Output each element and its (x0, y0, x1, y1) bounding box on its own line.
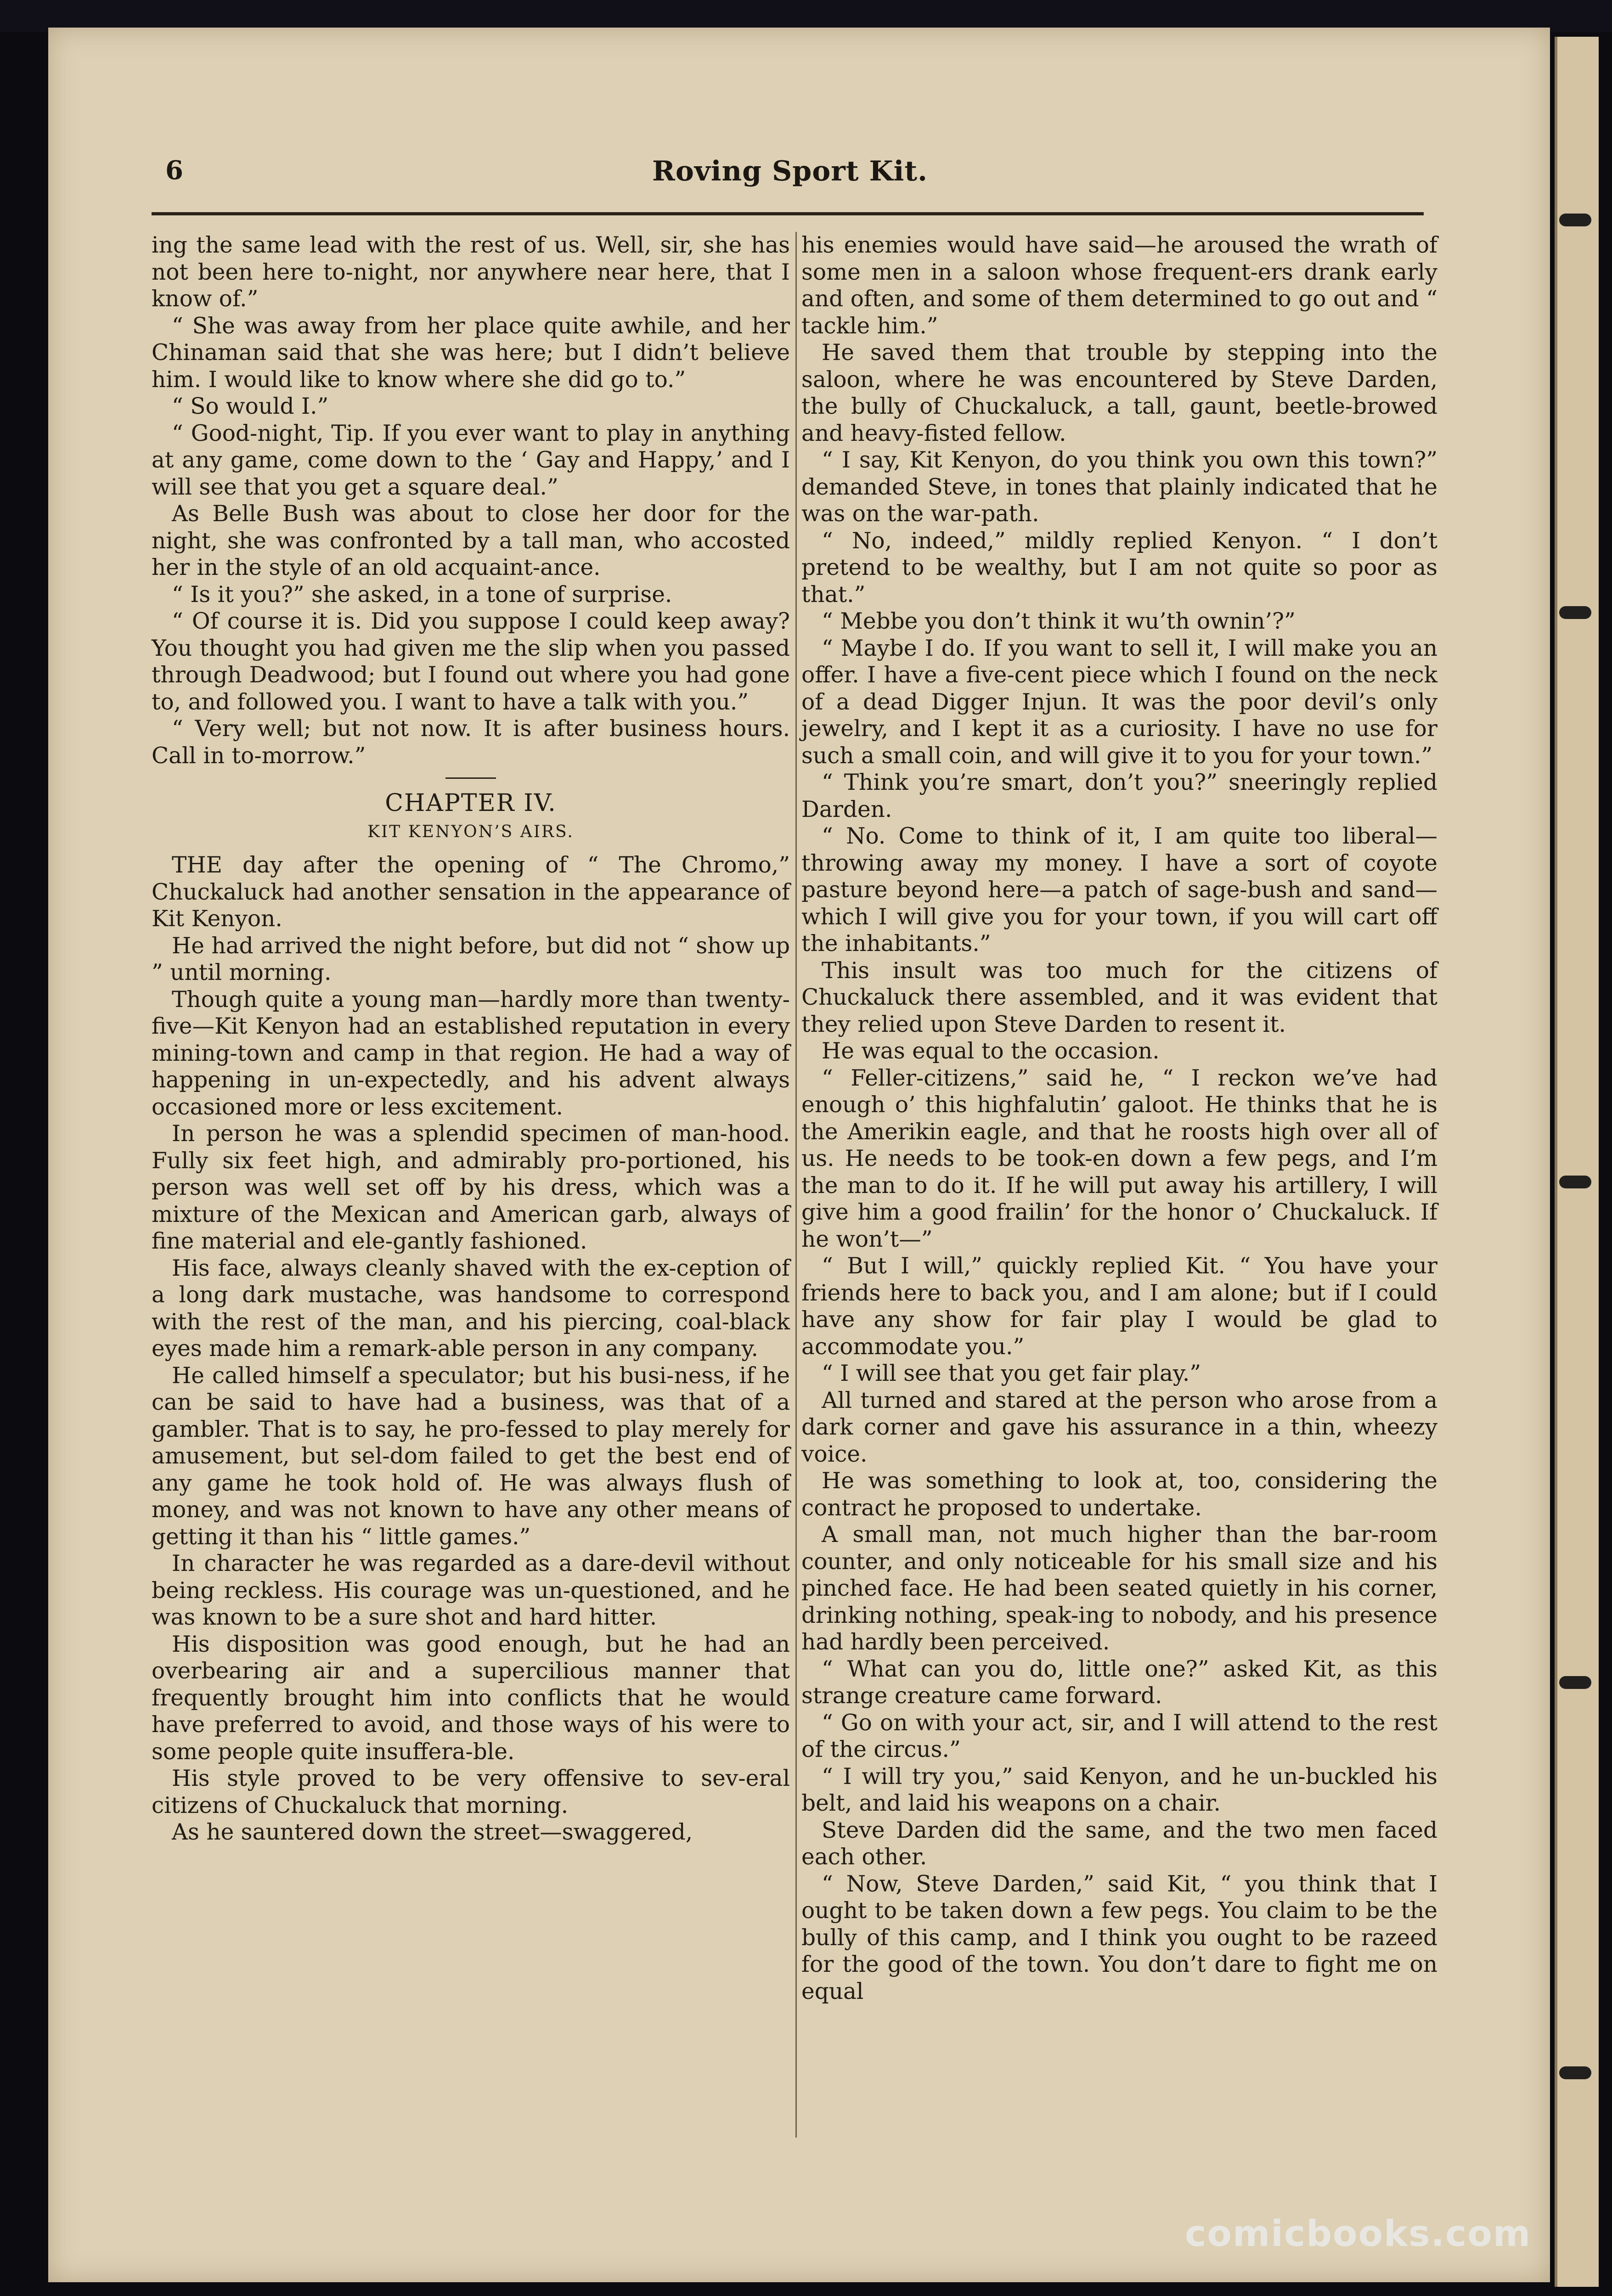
paragraph: “ I say, Kit Kenyon, do you think you own this town?” demanded Steve, in tones that plainly indicated that he was on the war-path. (801, 447, 1437, 527)
paragraph: “ No, indeed,” mildly replied Kenyon. “ I don’t pretend to be wealthy, but I am not quite so poor as that.” (801, 528, 1437, 608)
chapter-separator (445, 777, 496, 779)
header-rule (152, 212, 1424, 215)
paragraph: All turned and stared at the person who arose from a dark corner and gave his assurance in a thin, wheezy voice. (801, 1387, 1437, 1467)
paragraph: “ Maybe I do. If you want to sell it, I will make you an offer. I have a five-cent piece which I found on the neck of a dead Digger Injun. It was the poor devil’s only jewelry, and I kept it as a curiosity. I have no use for such a small coin, and will give it to you for your town.” (801, 635, 1437, 769)
paragraph: As Belle Bush was about to close her door for the night, she was confronted by a tall man, who accosted her in the style of an old acquaint-ance. (152, 501, 790, 580)
paragraph: “ So would I.” (172, 394, 329, 419)
paragraph: A small man, not much higher than the bar-room counter, and only noticeable for his small size and his pinched face. He had been seated quietly in his corner, drinking nothing, speak-ing to nobody, and his presence had hardly been perceived. (801, 1522, 1437, 1655)
chapter-subtitle: KIT KENYON’S AIRS. (367, 822, 574, 841)
paragraph: He had arrived the night before, but did not “ show up ” until morning. (152, 933, 790, 985)
binding-stitch (1559, 1176, 1591, 1188)
paragraph: “ No. Come to think of it, I am quite too liberal—throwing away my money. I have a sort of coyote pasture beyond here—a patch of sage-bush and sand—which I will give you for your town, if you will cart off the inhabitants.” (801, 823, 1437, 957)
paragraph: He was equal to the occasion. (822, 1038, 1160, 1064)
paragraph: “ Go on with your act, sir, and I will attend to the rest of the circus.” (801, 1710, 1437, 1762)
binding-stitch (1559, 1676, 1591, 1689)
right-column (801, 232, 1437, 2005)
paragraph: His style proved to be very offensive to sev-eral citizens of Chuckaluck that morning. (152, 1766, 790, 1818)
page-number: 6 (165, 155, 183, 186)
paragraph: “ What can you do, little one?” asked Kit, as this strange creature came forward. (801, 1656, 1437, 1709)
watermark: comicbooks.com (1185, 2213, 1532, 2255)
chapter-title: CHAPTER IV. (385, 789, 557, 817)
paragraph: His face, always cleanly shaved with the ex-ception of a long dark mustache, was handsome to correspond with the rest of the man, and his piercing, coal-black eyes made him a remark-able person in any company. (152, 1255, 790, 1362)
paragraph: His disposition was good enough, but he had an overbearing air and a supercilious manner that frequently brought him into conflicts that he would have preferred to avoid, and those ways of his were to some people quite insuffera-ble. (152, 1631, 790, 1765)
paragraph: “ Now, Steve Darden,” said Kit, “ you think that I ought to be taken down a few pegs. You claim to be the bully of this camp, and I think you ought to be razeed for the good of the town. You don’t dare to fight me on equal (801, 1871, 1437, 2004)
binding-stitch (1559, 2066, 1591, 2079)
paragraph: “ Good-night, Tip. If you ever want to play in anything at any game, come down to the ‘ Gay and Happy,’ and I will see that you get a square deal.” (152, 420, 790, 500)
paragraph: He was something to look at, too, considering the contract he proposed to undertake. (801, 1468, 1437, 1521)
paragraph: In character he was regarded as a dare-devil without being reckless. His courage was un-questioned, and he was known to be a sure shot and hard hitter. (152, 1551, 790, 1630)
paragraph: “ She was away from her place quite awhile, and her Chinaman said that she was here; but I didn’t believe him. I would like to know where she did go to.” (152, 313, 790, 393)
paragraph: “ Think you’re smart, don’t you?” sneeringly replied Darden. (801, 770, 1437, 822)
paragraph: “ Is it you?” she asked, in a tone of surprise. (172, 581, 672, 608)
paragraph: This insult was too much for the citizens of Chuckaluck there assembled, and it was evident that they relied upon Steve Darden to resent it. (801, 957, 1437, 1037)
paragraph: “ Of course it is. Did you suppose I could keep away? You thought you had given me the slip when you passed through Deadwood; but I found out where you had gone to, and followed you. I want to have a talk with you.” (152, 608, 790, 715)
paragraph: THE day after the opening of “ The Chromo,” Chuckaluck had another sensation in the appearance of Kit Kenyon. (152, 852, 790, 932)
paragraph: “ Very well; but not now. It is after business hours. Call in to-morrow.” (152, 716, 790, 769)
paragraph: “ I will try you,” said Kenyon, and he un-buckled his belt, and laid his weapons on a chair. (801, 1763, 1437, 1816)
running-title: Roving Sport Kit. (652, 155, 928, 187)
paragraph: He saved them that trouble by stepping into the saloon, where he was encountered by Steve Darden, the bully of Chuckaluck, a tall, gaunt, beetle-browed and heavy-fisted fellow. (801, 340, 1437, 446)
paragraph: “ I will see that you get fair play.” (822, 1361, 1201, 1386)
column-divider (795, 232, 797, 2138)
binding-stitch (1559, 606, 1591, 619)
left-column (152, 232, 790, 1846)
paragraph: He called himself a speculator; but his busi-ness, if he can be said to have had a business, was that of a gambler. That is to say, he pro-fessed to play merely for amusement, but sel-dom failed to get the best end of any game he took hold of. He was always flush of money, and was not known to have any other means of getting it than his “ little games.” (152, 1362, 790, 1550)
paragraph: ing the same lead with the rest of us. Well, sir, she has not been here to-night, nor anywhere near here, that I know of.” (152, 232, 790, 312)
paragraph: In person he was a splendid specimen of man-hood. Fully six feet high, and admirably pro-portioned, his person was well set off by his dress, which was a mixture of the Mexican and American garb, always of fine material and ele-gantly fashioned. (152, 1121, 790, 1254)
paragraph: “ But I will,” quickly replied Kit. “ You have your friends here to back you, and I am alone; but if I could have any show for fair play I would be glad to accommodate you.” (801, 1253, 1437, 1360)
paragraph: As he sauntered down the street—swaggered, (172, 1819, 693, 1845)
paragraph: his enemies would have said—he aroused the wrath of some men in a saloon whose frequent-ers drank early and often, and some of them determined to go out and “ tackle him.” (801, 232, 1437, 339)
paragraph: Though quite a young man—hardly more than twenty-five—Kit Kenyon had an established reputation in every mining-town and camp in that region. He had a way of happening in un-expectedly, and his advent always occasioned more or less excitement. (152, 986, 790, 1120)
page-header (110, 147, 1470, 197)
paragraph: “ Feller-citizens,” said he, “ I reckon we’ve had enough o’ this highfalutin’ galoot. He thinks that he is the Amerikin eagle, and that he roosts high over all of us. He needs to be took-en down a few pegs, and I’m the man to do it. If he will put away his artillery, I will give him a good frailin’ for the honor o’ Chuckaluck. If he won’t—” (801, 1065, 1437, 1252)
paragraph: “ Mebbe you don’t think it wu’th ownin’?” (822, 608, 1296, 634)
paragraph: Steve Darden did the same, and the two men faced each other. (801, 1817, 1437, 1870)
binding-stitch (1559, 214, 1591, 226)
next-page-edge (1555, 37, 1599, 2287)
